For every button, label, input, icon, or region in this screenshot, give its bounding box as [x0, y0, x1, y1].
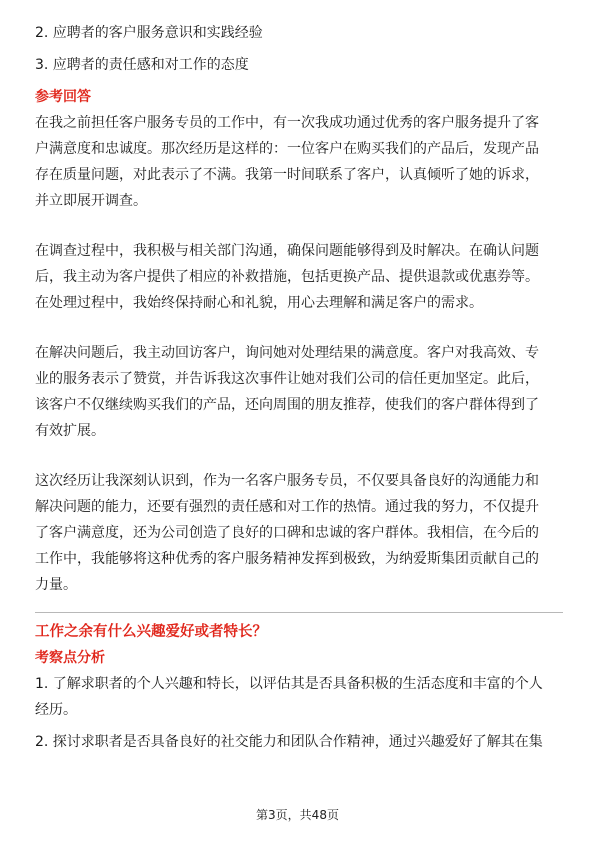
paragraph-line: 有效扩展。 — [35, 423, 105, 439]
paragraph-line: 这次经历让我深刻认识到，作为一名客户服务专员，不仅要具备良好的沟通能力和 — [35, 473, 539, 489]
paragraph-line: 该客户不仅继续购买我们的产品，还向周围的朋友推荐，使我们的客户群体得到了 — [35, 397, 539, 413]
question-title: 工作之余有什么兴趣爱好或者特长？ — [35, 624, 267, 640]
page-footer: 第3页，共48页 — [256, 808, 339, 822]
paragraph-line: 在调查过程中，我积极与相关部门沟通，确保问题能够得到及时解决。在确认问题 — [35, 243, 539, 259]
paragraph-line: 了客户满意度，还为公司创造了良好的口碑和忠诚的客户群体。我相信，在今后的 — [35, 525, 539, 541]
paragraph-line: 在处理过程中，我始终保持耐心和礼貌，用心去理解和满足客户的需求。 — [35, 295, 483, 311]
answer-paragraph-4 — [35, 468, 563, 598]
paragraph-line: 工作中，我能够将这种优秀的客户服务精神发挥到极致，为纳爱斯集团贡献自己的 — [35, 551, 539, 567]
answer-paragraph-1 — [35, 110, 563, 214]
paragraph-line: 户满意度和忠诚度。那次经历是这样的：一位客户在购买我们的产品后，发现产品 — [35, 141, 539, 157]
paragraph-line: 在我之前担任客户服务专员的工作中，有一次我成功通过优秀的客户服务提升了客 — [35, 115, 539, 131]
analysis-item-1 — [35, 671, 563, 723]
document-body — [35, 20, 563, 755]
analysis-line: 2. 探讨求职者是否具备良好的社交能力和团队合作精神，通过兴趣爱好了解其在集 — [35, 734, 543, 750]
answer-heading: 参考回答 — [35, 89, 91, 105]
analysis-item-2 — [35, 729, 563, 755]
analysis-heading: 考察点分析 — [35, 650, 105, 666]
intro-item-2: 2. 应聘者的客户服务意识和实践经验 — [35, 25, 263, 41]
paragraph-line: 业的服务表示了赞赏，并告诉我这次事件让她对我们公司的信任更加坚定。此后， — [35, 371, 539, 387]
intro-item-3: 3. 应聘者的责任感和对工作的态度 — [35, 57, 249, 73]
paragraph-line: 力量。 — [35, 577, 77, 593]
paragraph-line: 并立即展开调查。 — [35, 193, 147, 209]
section-divider — [35, 612, 563, 613]
answer-paragraph-3 — [35, 340, 563, 444]
paragraph-line: 存在质量问题，对此表示了不满。我第一时间联系了客户，认真倾听了她的诉求， — [35, 167, 539, 183]
paragraph-line: 后，我主动为客户提供了相应的补救措施，包括更换产品、提供退款或优惠券等。 — [35, 269, 539, 285]
answer-paragraph-2 — [35, 238, 563, 316]
paragraph-line: 解决问题的能力，还要有强烈的责任感和对工作的热情。通过我的努力，不仅提升 — [35, 499, 539, 515]
analysis-line: 经历。 — [35, 702, 77, 718]
paragraph-line: 在解决问题后，我主动回访客户，询问她对处理结果的满意度。客户对我高效、专 — [35, 345, 539, 361]
analysis-line: 1. 了解求职者的个人兴趣和特长，以评估其是否具备积极的生活态度和丰富的个人 — [35, 676, 543, 692]
